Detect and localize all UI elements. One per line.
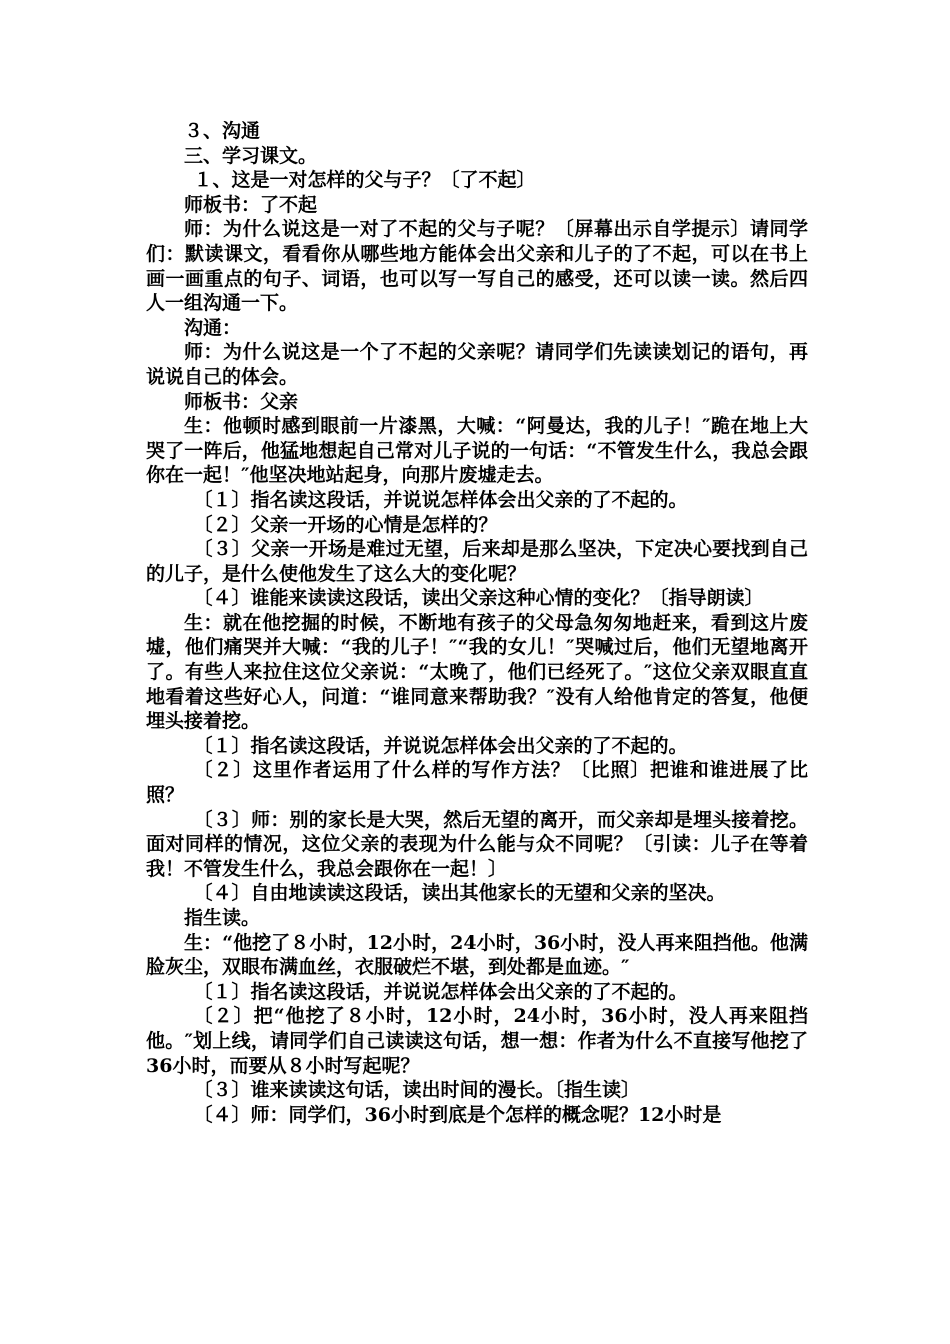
paragraph: ３、沟通	[184, 120, 261, 142]
paragraph: 〔２〕把“他挖了８小时，12小时，24小时，36小时，没人再来阻挡他。″划上线，请同学们自己读读这句话，想一想：作者为什么不直接写他挖了36小时，而要从８小时写起呢？	[146, 1005, 808, 1077]
paragraph: １、这是一对怎样的父与子？〔了不起〕	[193, 169, 536, 192]
paragraph: 〔４〕师：同学们，36小时到底是个怎样的概念呢？12小时是	[193, 1103, 722, 1126]
paragraph: 生：“他挖了８小时，12小时，24小时，36小时，没人再来阻挡他。他满脸灰尘，双眼布满血丝，衣服破烂不堪，到处都是血迹。″	[146, 931, 808, 979]
paragraph: 师板书：父亲	[184, 390, 299, 413]
paragraph: 〔３〕师：别的家长是大哭，然后无望的离开，而父亲却是埋头接着挖。面对同样的情况，这位父亲的表现为什么能与众不同呢？〔引读：儿子在等着我！不管发生什么，我总会跟你在一起！〕	[146, 808, 808, 880]
paragraph: 生：就在他挖掘的时候，不断地有孩子的父母急匆匆地赶来，看到这片废墟，他们痛哭并大喊：“我的儿子！″“我的女儿！″哭喊过后，他们无望地离开了。有些人来拉住这位父亲说：“太晚了，他们已经死了。″这位父亲双眼直直地看着这些好心人，问道：“谁同意来帮助我？″没有人给他肯定的答复，他便埋头接着挖。	[146, 611, 808, 733]
paragraph: 〔１〕指名读这段话，并说说怎样体会出父亲的了不起的。	[193, 488, 688, 511]
paragraph: 师：为什么说这是一对了不起的父与子呢？〔屏幕出示自学提示〕请同学们：默读课文，看看你从哪些地方能体会出父亲和儿子的了不起，可以在书上画一画重点的句子、词语，也可以写一写自己的感受，还可以读一读。然后四人一组沟通一下。	[146, 218, 808, 315]
paragraph: 〔３〕父亲一开场是难过无望，后来却是那么坚决，下定决心要找到自己的儿子，是什么使他发生了这么大的变化呢？	[146, 538, 808, 585]
paragraph: 师：为什么说这是一个了不起的父亲呢？请同学们先读读划记的语句，再说说自己的体会。	[146, 341, 808, 388]
paragraph: 〔３〕谁来读读这句话，读出时间的漫长。〔指生读〕	[193, 1079, 641, 1102]
paragraph: 师板书：了不起	[184, 193, 318, 216]
paragraph: 〔４〕自由地读读这段话，读出其他家长的无望和父亲的坚决。	[193, 882, 726, 905]
paragraph: 指生读。	[184, 907, 261, 929]
paragraph: 沟通：	[184, 316, 242, 339]
paragraph: 生：他顿时感到眼前一片漆黑，大喊：“阿曼达，我的儿子！″跪在地上大哭了一阵后，他猛地想起自己常对儿子说的一句话：“不管发生什么，我总会跟你在一起！″他坚决地站起身，向那片废墟走去。	[146, 415, 808, 487]
paragraph: 〔４〕谁能来读读这段话，读出父亲这种心情的变化？〔指导朗读〕	[193, 587, 764, 610]
document-body	[146, 119, 808, 1127]
section-heading: 三、学习课文。	[184, 144, 318, 167]
paragraph: 〔１〕指名读这段话，并说说怎样体会出父亲的了不起的。	[193, 980, 688, 1003]
paragraph: 〔２〕这里作者运用了什么样的写作方法？〔比照〕把谁和谁进展了比照？	[146, 759, 808, 807]
paragraph: 〔１〕指名读这段话，并说说怎样体会出父亲的了不起的。	[193, 734, 688, 757]
paragraph: 〔２〕父亲一开场的心情是怎样的？	[193, 513, 498, 536]
